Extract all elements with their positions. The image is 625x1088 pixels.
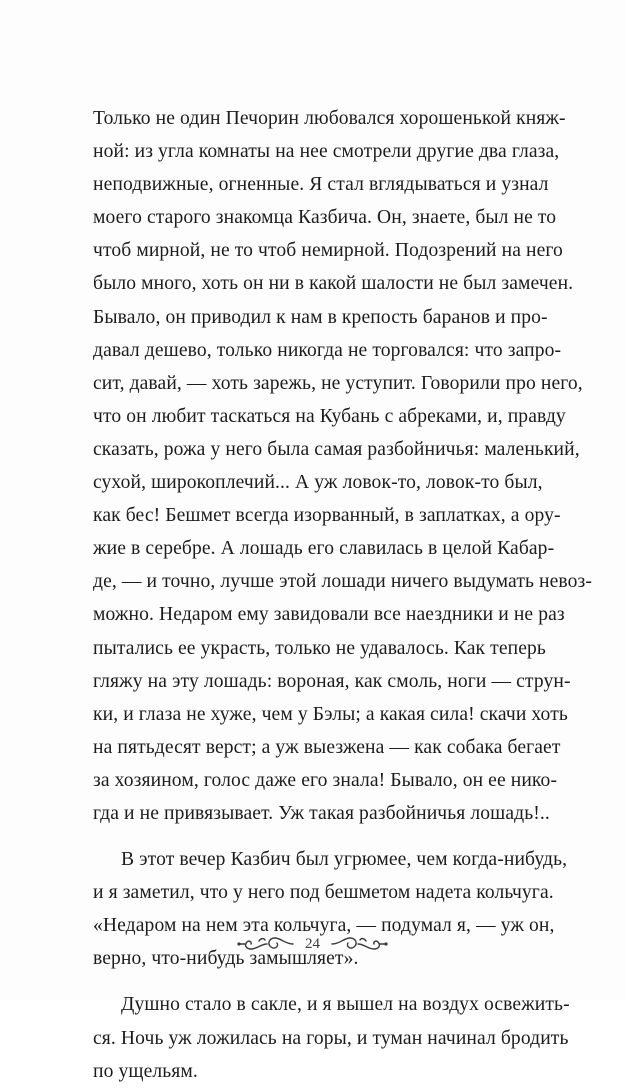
text-line: и я заметил, что у него под бешметом надета кольчуга. bbox=[93, 882, 554, 904]
page-footer bbox=[0, 926, 625, 962]
text-line: Только не один Печорин любовался хорошенькой княж- bbox=[93, 108, 566, 129]
text-line: В этот вечер Казбич был угрюмее, чем когда-нибудь, bbox=[121, 849, 568, 871]
text-line: верно, что-нибудь замышляет». bbox=[93, 948, 359, 970]
text-line: как бес! Бешмет всегда изорванный, в заплатках, а ору- bbox=[93, 505, 561, 527]
text-line: де, — и точно, лучше этой лошади ничего выдумать невоз- bbox=[93, 571, 592, 593]
text-line: жие в серебре. А лошадь его славилась в целой Кабар- bbox=[93, 538, 555, 560]
text-line: по ущельям. bbox=[93, 1060, 198, 1082]
text-line: что он любит таскаться на Кубань с абреками, и, правду bbox=[93, 405, 566, 427]
flourish-ornament-right-icon bbox=[330, 933, 388, 955]
text-line: гляжу на эту лошадь: вороная, как смоль, ноги — струн- bbox=[93, 670, 571, 692]
text-line: моего старого знакомца Казбича. Он, знаете, был не то bbox=[93, 207, 557, 229]
text-line: давал дешево, только никогда не торговался: что запро- bbox=[93, 339, 562, 361]
text-line: Душно стало в сакле, и я вышел на воздух освежить- bbox=[121, 994, 570, 1016]
text-line: неподвижные, огненные. Я стал вглядываться и узнал bbox=[93, 174, 549, 196]
paragraph bbox=[93, 102, 592, 830]
paragraph-spacer bbox=[93, 830, 541, 843]
text-line: за хозяином, голос даже его знала! Бывало, он ее нико- bbox=[93, 769, 558, 791]
text-line: сказать, рожа у него была самая разбойничья: маленький, bbox=[93, 438, 580, 460]
text-line: пытались ее украсть, только не удавалось. Как теперь bbox=[93, 637, 546, 659]
page-number: 24 bbox=[305, 935, 320, 952]
text-line: можно. Недаром ему завидовали все наездники и не раз bbox=[93, 604, 565, 626]
text-line: ки, и глаза не хуже, чем у Бэлы; а какая сила! скачи хоть bbox=[93, 703, 568, 725]
paragraph bbox=[93, 988, 570, 1087]
text-line: гда и не привязывает. Уж такая разбойничья лошадь!.. bbox=[93, 802, 550, 824]
text-line: ной: из угла комнаты на нее смотрели другие два глаза, bbox=[93, 141, 560, 163]
text-line: было много, хоть он ни в какой шалости не был замечен. bbox=[93, 273, 574, 295]
text-line: ся. Ночь уж ложилась на горы, и туман начинал бродить bbox=[93, 1027, 569, 1049]
text-line: чтоб мирной, не то чтоб немирной. Подозрений на него bbox=[93, 240, 563, 262]
text-line: на пятьдесят верст; а уж выезжена — как собака бегает bbox=[93, 736, 561, 758]
text-line: «Недаром на нем эта кольчуга, — подумал я, — уж он, bbox=[93, 915, 555, 937]
text-line: сухой, широкоплечий... А уж ловок-то, ловок-то был, bbox=[93, 472, 543, 494]
text-line: Бывало, он приводил к нам в крепость баранов и про- bbox=[93, 306, 548, 328]
flourish-ornament-left-icon bbox=[237, 933, 295, 955]
paragraph-spacer bbox=[93, 975, 541, 988]
text-line: сит, давай, — хоть зарежь, не уступит. Говорили про него, bbox=[93, 372, 583, 394]
